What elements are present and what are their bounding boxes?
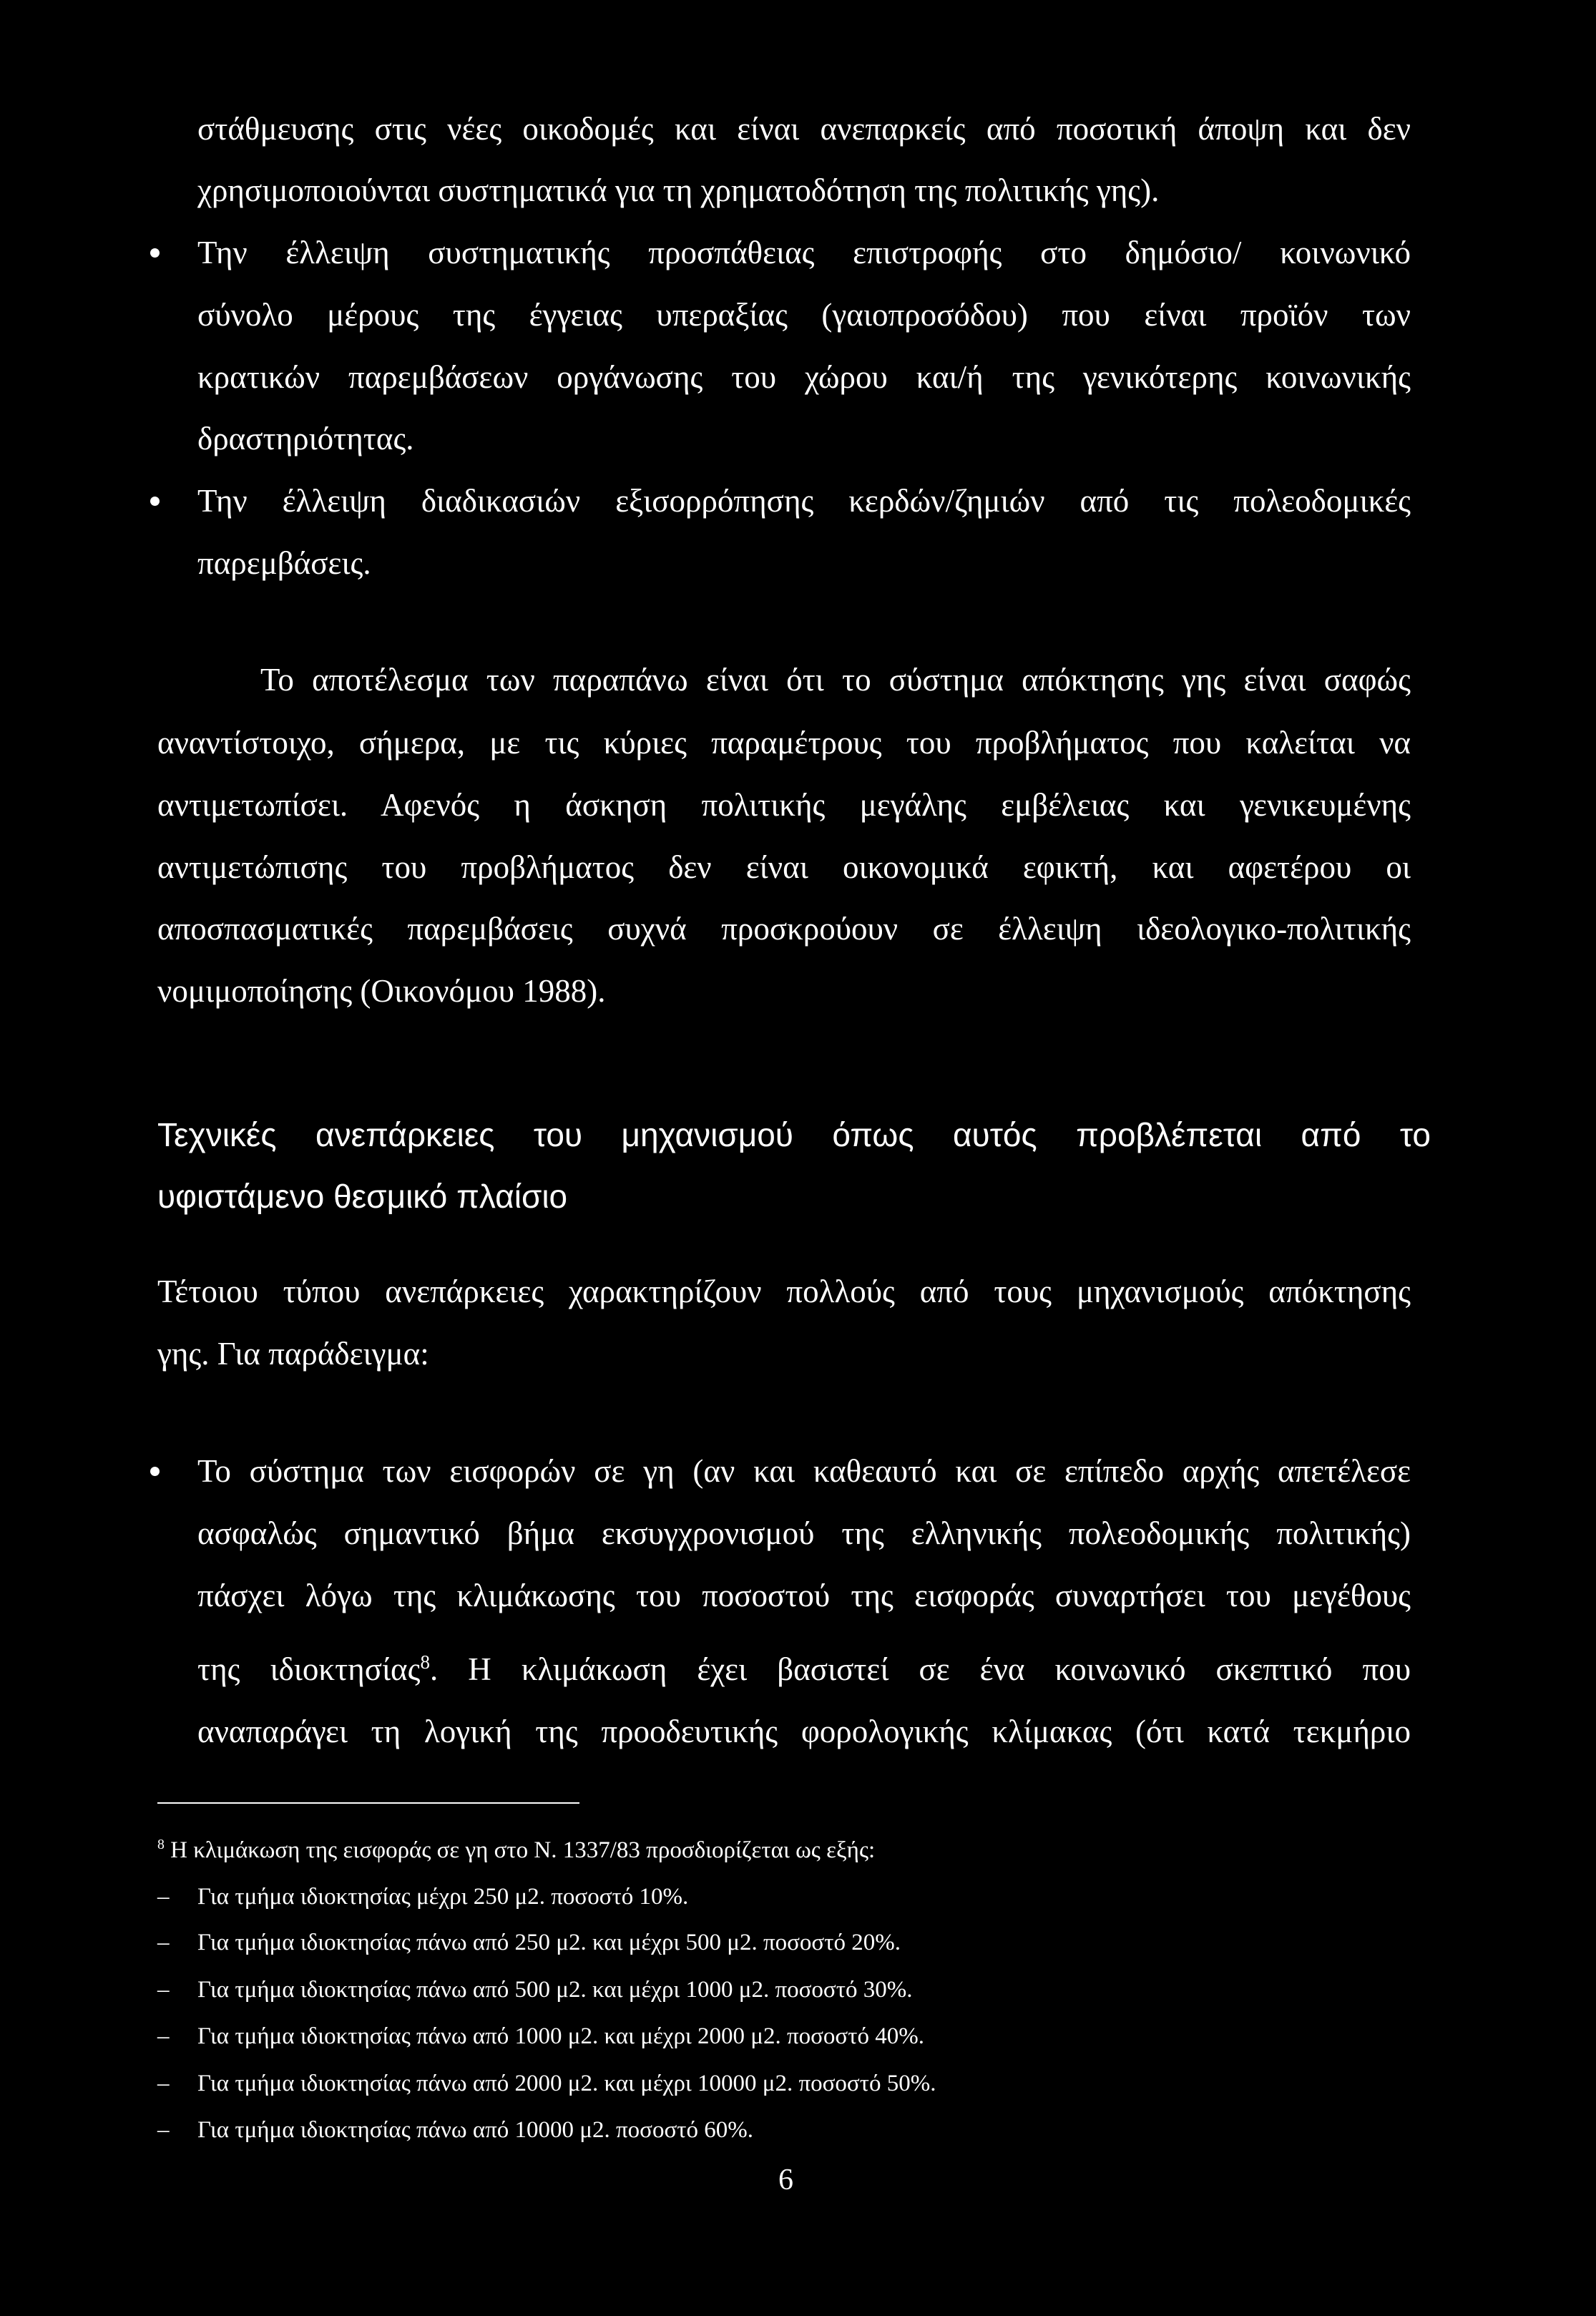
paragraph1-line-1: αναντίστοιχο, σήμερα, με τις κύριες παραμέτρους του προβλήματος που καλείται να	[157, 725, 1411, 761]
footnote-item-4: Για τμήμα ιδιοκτησίας πάνω από 2000 μ2. και μέχρι 10000 μ2. ποσοστό 50%.	[197, 2071, 936, 2096]
heading-line-1: υφιστάμενο θεσμικό πλαίσιο	[157, 1178, 568, 1215]
paragraph1-line-4: αποσπασματικές παρεμβάσεις συχνά προσκρούουν σε έλλειψη ιδεολογικο-πολιτικής	[157, 911, 1411, 947]
page-number: 6	[778, 2164, 793, 2197]
bullet-bottom-line-4: αναπαράγει τη λογική της προοδευτικής φορολογικής κλίμακας (ότι κατά τεκμήριο	[197, 1714, 1411, 1749]
heading-line-0: Τεχνικές ανεπάρκειες του μηχανισμού όπως αυτός προβλέπεται από το	[157, 1116, 1431, 1153]
bullet-marker-2	[150, 497, 160, 506]
paragraph1-line-5: νομιμοποίησης (Οικονόμου 1988).	[157, 973, 606, 1009]
footnote-dash-3: –	[157, 2023, 170, 2049]
bullet-item-2-line-1: παρεμβάσεις.	[197, 545, 371, 581]
bullet-bottom-line-0: Το σύστημα των εισφορών σε γη (αν και καθεαυτό και σε επίπεδο αρχής απετέλεσε	[197, 1453, 1411, 1489]
footnote-dash-1: –	[157, 1930, 170, 1955]
footnote-item-0: Για τμήμα ιδιοκτησίας μέχρι 250 μ2. ποσοστό 10%.	[197, 1884, 689, 1910]
footnote-item-5: Για τμήμα ιδιοκτησίας πάνω από 10000 μ2. ποσοστό 60%.	[197, 2117, 753, 2143]
paragraph1-line-3: αντιμετώπισης του προβλήματος δεν είναι οικονομικά εφικτή, και αφετέρου οι	[157, 849, 1411, 885]
bullet-item-1-line-0: Την έλλειψη συστηματικής προσπάθειας επιστροφής στο δημόσιο/ κοινωνικό	[197, 235, 1411, 270]
bullet-marker-1	[150, 248, 160, 258]
footnote-item-2: Για τμήμα ιδιοκτησίας πάνω από 500 μ2. και μέχρι 1000 μ2. ποσοστό 30%.	[197, 1977, 913, 2003]
paragraph2-line-0: Τέτοιου τύπου ανεπάρκειες χαρακτηρίζουν πολλούς από τους μηχανισμούς απόκτησης	[157, 1274, 1411, 1309]
bullet-bottom-line-2: πάσχει λόγω της κλιμάκωσης του ποσοστού της εισφοράς συναρτήσει του μεγέθους	[197, 1578, 1411, 1613]
bullet-item-1-line-3: δραστηριότητας.	[197, 421, 414, 456]
paragraph1-line-2: αντιμετωπίσει. Αφενός η άσκηση πολιτικής μεγάλης εμβέλειας και γενικευμένης	[157, 787, 1411, 823]
footnote-item-3: Για τμήμα ιδιοκτησίας πάνω από 1000 μ2. και μέχρι 2000 μ2. ποσοστό 40%.	[197, 2023, 924, 2049]
bullet-bottom-line-3	[197, 1648, 1411, 1691]
footnote-separator	[157, 1802, 579, 1804]
bullet-bottom-line-1: ασφαλώς σημαντικό βήμα εκσυγχρονισμού της ελληνικής πολεοδομικής πολιτικής)	[197, 1515, 1411, 1551]
footnote-dash-5: –	[157, 2117, 170, 2143]
bullet-item-2-line-0: Την έλλειψη διαδικασιών εξισορρόπησης κερδών/ζημιών από τις πολεοδομικές	[197, 483, 1411, 519]
bullet-bottom-line-3-end: . Η κλιμάκωση έχει βασιστεί σε ένα κοινωνικό σκεπτικό που	[429, 1651, 1411, 1687]
footnote-marker: 8	[157, 1837, 165, 1853]
bullet-marker-3	[150, 1467, 160, 1476]
footnote-dash-4: –	[157, 2071, 170, 2096]
footnote-dash-2: –	[157, 1977, 170, 2003]
bullet-item-0-line-1: χρησιμοποιούνται συστηματικά για τη χρηματοδότηση της πολιτικής γης).	[197, 172, 1160, 208]
paragraph1-line-0: Το αποτέλεσμα των παραπάνω είναι ότι το σύστημα απόκτησης γης είναι σαφώς	[260, 662, 1411, 698]
footnote-reference: 8	[420, 1651, 430, 1673]
footnote-intro	[157, 1834, 875, 1866]
paragraph2-line-1: γης. Για παράδειγμα:	[157, 1336, 429, 1372]
footnote-dash-0: –	[157, 1884, 170, 1910]
bullet-bottom-line-3-start: της ιδιοκτησίας	[197, 1651, 421, 1687]
bullet-item-1-line-2: κρατικών παρεμβάσεων οργάνωσης του χώρου και/ή της γενικότερης κοινωνικής	[197, 359, 1411, 395]
footnote-intro-text: Η κλιμάκωση της εισφοράς σε γη στο Ν. 1337/83 προσδιορίζεται ως εξής:	[170, 1837, 876, 1863]
bullet-item-0-line-0: στάθμευσης στις νέες οικοδομές και είναι ανεπαρκείς από ποσοτική άποψη και δεν	[197, 111, 1411, 147]
bullet-item-1-line-1: σύνολο μέρους της έγγειας υπεραξίας (γαιοπροσόδου) που είναι προϊόν των	[197, 297, 1411, 333]
footnote-item-1: Για τμήμα ιδιοκτησίας πάνω από 250 μ2. και μέχρι 500 μ2. ποσοστό 20%.	[197, 1930, 901, 1955]
